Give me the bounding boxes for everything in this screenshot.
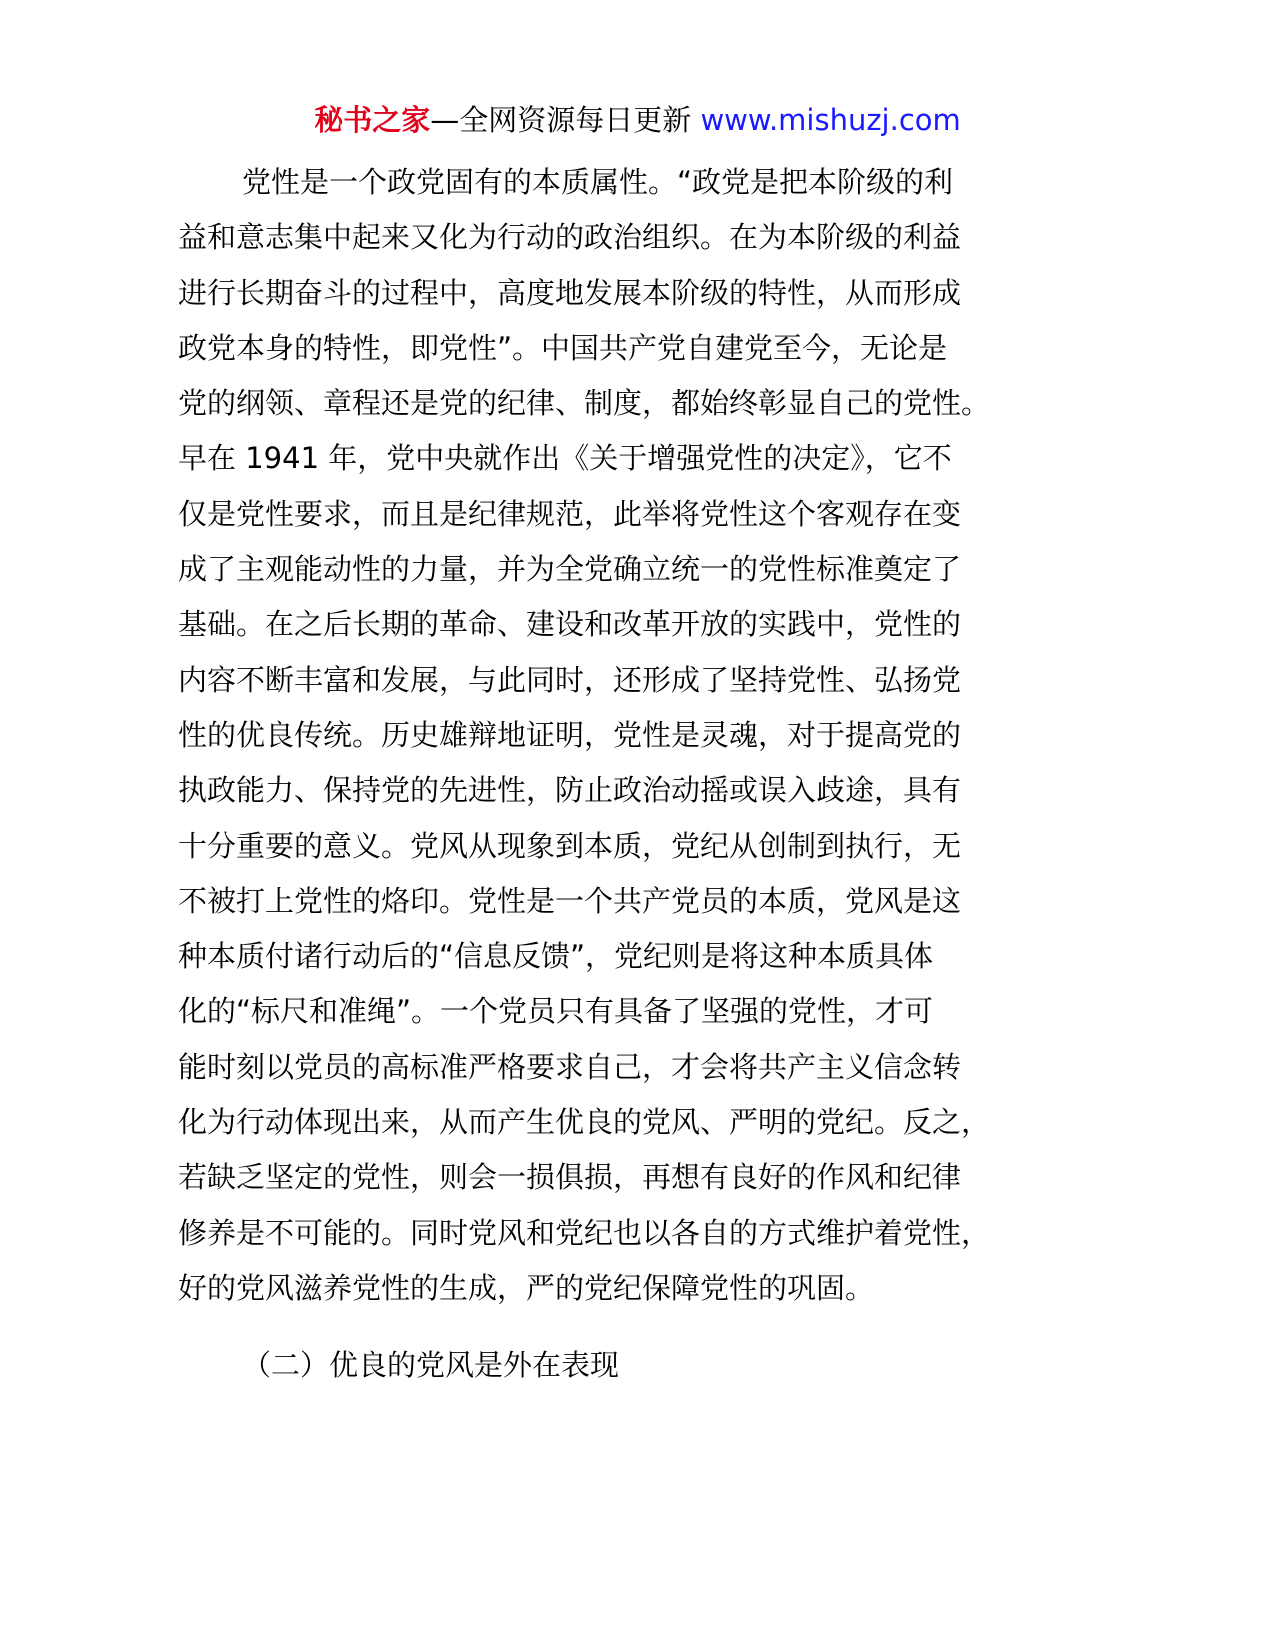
site-header bbox=[0, 100, 1275, 140]
paragraph-line: 性的优良传统。历史雄辩地证明，党性是灵魂，对于提高党的 bbox=[178, 717, 962, 752]
paragraph-line: 益和意志集中起来又化为行动的政治组织。在为本阶级的利益 bbox=[178, 220, 962, 255]
section-subheading: （二）优良的党风是外在表现 bbox=[242, 1348, 620, 1383]
paragraph-line: 能时刻以党员的高标准严格要求自己，才会将共产主义信念转 bbox=[178, 1049, 962, 1084]
paragraph-line: 若缺乏坚定的党性，则会一损俱损，再想有良好的作风和纪律 bbox=[178, 1160, 962, 1195]
paragraph-line: 早在 1941 年，党中央就作出《关于增强党性的决定》，它不 bbox=[178, 441, 952, 476]
paragraph-line: 种本质付诸行动后的“信息反馈”，党纪则是将这种本质具体 bbox=[178, 939, 934, 974]
document-body bbox=[178, 155, 1060, 1393]
paragraph-line: 进行长期奋斗的过程中，高度地发展本阶级的特性，从而形成 bbox=[178, 275, 962, 310]
site-brand: 秘书之家 bbox=[314, 103, 431, 137]
paragraph-line: 内容不断丰富和发展，与此同时，还形成了坚持党性、弘扬党 bbox=[178, 662, 962, 697]
paragraph-line: 党的纲领、章程还是党的纪律、制度，都始终彰显自己的党性。 bbox=[178, 386, 991, 421]
paragraph-line: 好的党风滋养党性的生成，严的党纪保障党性的巩固。 bbox=[178, 1270, 875, 1305]
site-tagline: —全网资源每日更新 bbox=[430, 103, 701, 137]
body-paragraph bbox=[178, 155, 1060, 1316]
paragraph-line: 基础。在之后长期的革命、建设和改革开放的实践中，党性的 bbox=[178, 607, 962, 642]
paragraph-line: 执政能力、保持党的先进性，防止政治动摇或误入歧途，具有 bbox=[178, 773, 962, 808]
site-url-link[interactable]: www.mishuzj.com bbox=[700, 103, 961, 137]
paragraph-line: 成了主观能动性的力量，并为全党确立统一的党性标准奠定了 bbox=[178, 552, 962, 587]
paragraph-line: 修养是不可能的。同时党风和党纪也以各自的方式维护着党性， bbox=[178, 1215, 991, 1250]
paragraph-line: 党性是一个政党固有的本质属性。“政党是把本阶级的利 bbox=[242, 165, 954, 199]
paragraph-line: 政党本身的特性，即党性”。中国共产党自建党至今，无论是 bbox=[178, 330, 948, 365]
paragraph-line: 不被打上党性的烙印。党性是一个共产党员的本质，党风是这 bbox=[178, 883, 962, 918]
paragraph-line: 十分重要的意义。党风从现象到本质，党纪从创制到执行，无 bbox=[178, 828, 962, 863]
paragraph-line: 化为行动体现出来，从而产生优良的党风、严明的党纪。反之， bbox=[178, 1105, 991, 1140]
paragraph-line: 仅是党性要求，而且是纪律规范，此举将党性这个客观存在变 bbox=[178, 496, 962, 531]
paragraph-line: 化的“标尺和准绳”。一个党员只有具备了坚强的党性，才可 bbox=[178, 994, 934, 1029]
